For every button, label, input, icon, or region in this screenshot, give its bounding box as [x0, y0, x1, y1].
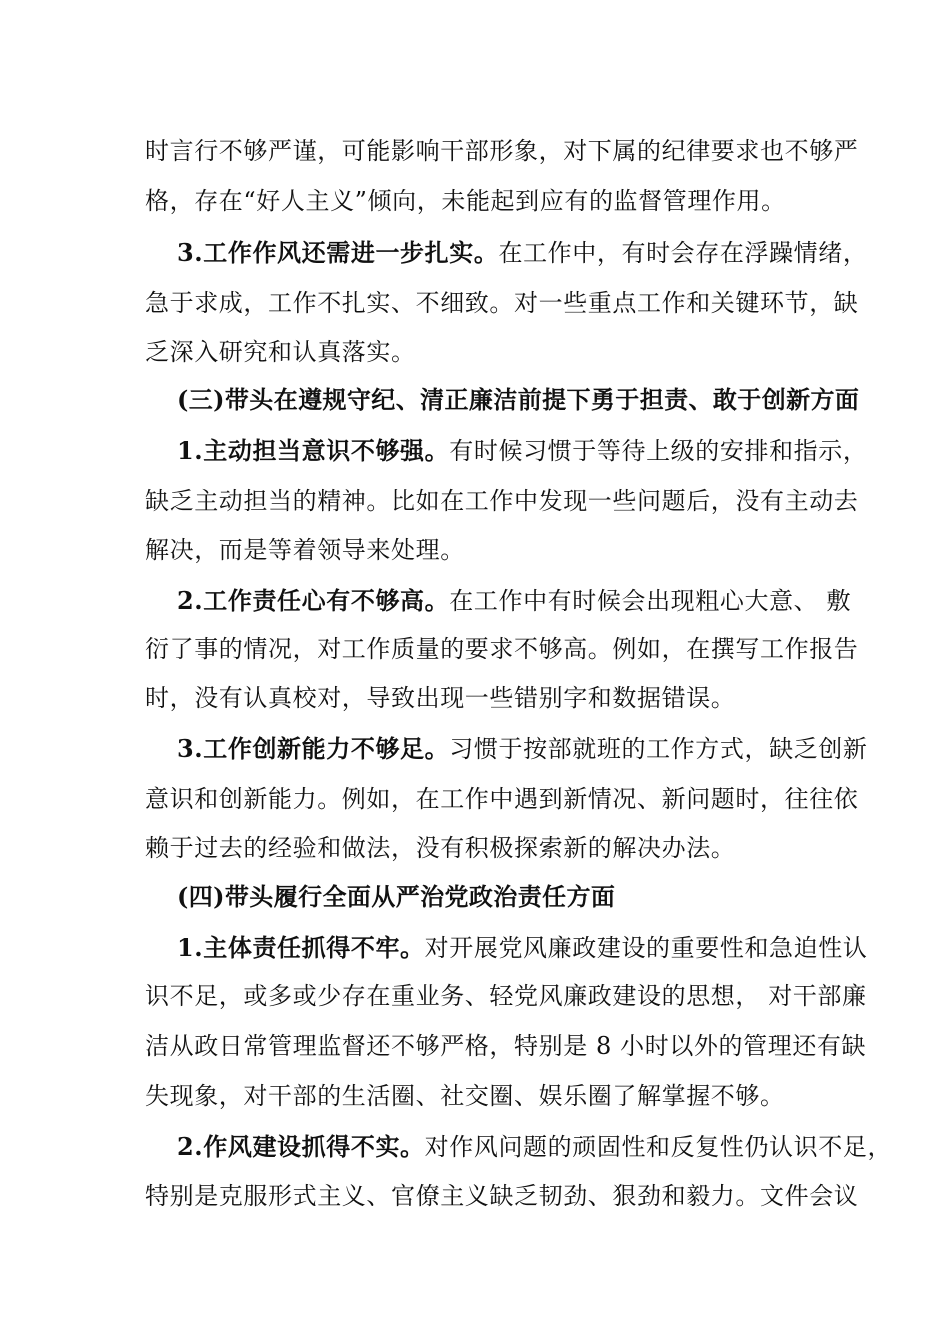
paragraph-line	[145, 1021, 867, 1071]
paragraph-line	[145, 1071, 825, 1121]
line-text: 解决，而是等着领导来处理。	[145, 536, 465, 564]
item-heading: 1.主动担当意识不够强。	[177, 436, 450, 465]
paragraph-line	[145, 126, 859, 176]
item-heading: 1.主体责任抓得不牢。	[177, 933, 425, 962]
line-text: 在工作中有时候会出现粗心大意、 敷	[449, 587, 852, 615]
paragraph-line	[145, 327, 825, 377]
section-heading	[177, 375, 860, 425]
paragraph-line	[177, 426, 868, 476]
line-text: 格，存在“好人主义”倾向，未能起到应有的监督管理作用。	[145, 187, 786, 215]
item-heading: 3.工作创新能力不够足。	[177, 734, 450, 763]
paragraph-line	[177, 923, 868, 973]
line-text: 时言行不够严谨，可能影响干部形象，对下属的纪律要求也不够严	[145, 137, 859, 165]
line-text: 急于求成，工作不扎实、不细致。对一些重点工作和关键环节，缺	[145, 289, 859, 317]
line-text: 意识和创新能力。例如，在工作中遇到新情况、新问题时，往往依	[145, 785, 859, 813]
paragraph-line	[177, 228, 868, 278]
line-text: 乏深入研究和认真落实。	[145, 338, 416, 366]
item-heading: 2.工作责任心有不够高。	[177, 586, 450, 615]
paragraph-line	[145, 823, 825, 873]
section-heading	[177, 872, 825, 922]
line-text: 有时候习惯于等待上级的安排和指示，	[449, 437, 868, 465]
line-text: 洁从政日常管理监督还不够严格，特别是 8 小时以外的管理还有缺	[145, 1032, 867, 1060]
line-text: 习惯于按部就班的工作方式，缺乏创新	[449, 735, 868, 763]
paragraph-line	[177, 724, 868, 774]
item-heading: 3.工作作风还需进一步扎实。	[177, 238, 499, 267]
line-text: 时，没有认真校对，导致出现一些错别字和数据错误。	[145, 684, 736, 712]
paragraph-line	[145, 278, 859, 328]
line-text: 特别是克服形式主义、官僚主义缺乏韧劲、狠劲和毅力。文件会议	[145, 1182, 859, 1210]
paragraph-line	[177, 1122, 893, 1172]
line-text: 识不足，或多或少存在重业务、轻党风廉政建设的思想， 对干部廉	[145, 982, 867, 1010]
paragraph-line	[145, 176, 825, 226]
paragraph-line	[145, 476, 859, 526]
line-text: 赖于过去的经验和做法，没有积极探索新的解决办法。	[145, 834, 736, 862]
line-text: 衍了事的情况，对工作质量的要求不够高。例如，在撰写工作报告	[145, 635, 859, 663]
line-text: 对作风问题的顽固性和反复性仍认识不足，	[424, 1133, 893, 1161]
line-text: 在工作中，有时会存在浮躁情绪，	[498, 239, 868, 267]
paragraph-line	[145, 624, 859, 674]
paragraph-line	[145, 774, 859, 824]
line-text: 失现象，对干部的生活圈、社交圈、娱乐圈了解掌握不够。	[145, 1082, 785, 1110]
section-heading-text: (三)带头在遵规守纪、清正廉洁前提下勇于担责、敢于创新方面	[177, 385, 860, 414]
item-heading: 2.作风建设抓得不实。	[177, 1132, 425, 1161]
paragraph-line	[177, 576, 852, 626]
paragraph-line	[145, 673, 825, 723]
paragraph-line	[145, 525, 825, 575]
section-heading-text: (四)带头履行全面从严治党政治责任方面	[177, 882, 616, 911]
paragraph-line	[145, 1171, 859, 1221]
line-text: 缺乏主动担当的精神。比如在工作中发现一些问题后，没有主动去	[145, 487, 859, 515]
paragraph-line	[145, 971, 867, 1021]
line-text: 对开展党风廉政建设的重要性和急迫性认	[424, 934, 868, 962]
